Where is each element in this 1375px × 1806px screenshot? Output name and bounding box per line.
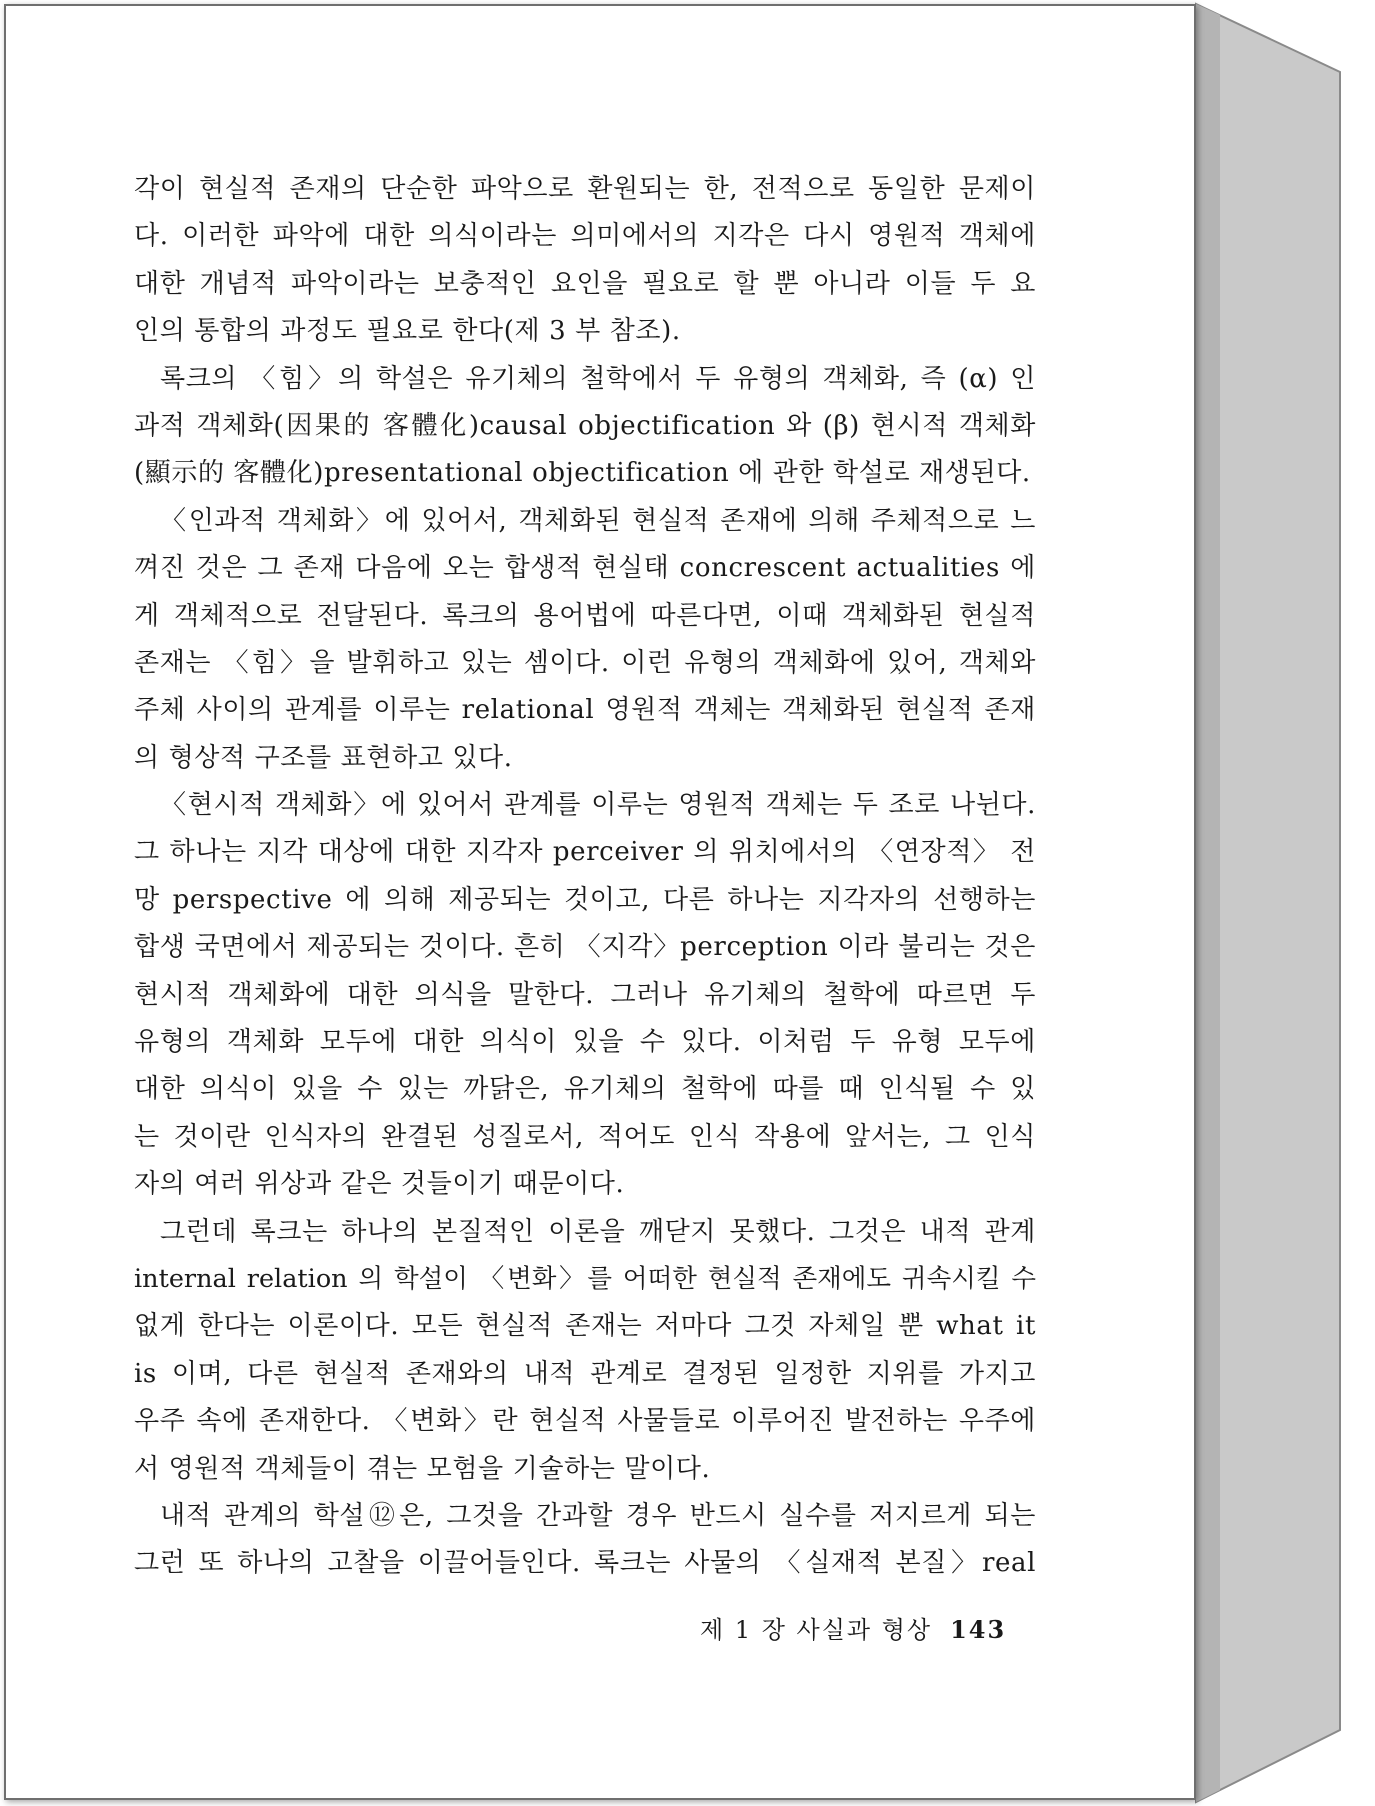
text-line: 합생 국면에서 제공되는 것이다. 흔히 〈지각〉perception 이라 불리는 것은 [134,932,1036,963]
text-line: 대한 의식이 있을 수 있는 까닭은, 유기체의 철학에 따를 때 인식될 수 있 [134,1074,1036,1105]
text-line: 존재는 〈힘〉을 발휘하고 있는 셈이다. 이런 유형의 객체화에 있어, 객체와 [134,647,1036,678]
text-line: 과적 객체화(因果的 客體化)causal objectification 와 (β) 현시적 객체화 [134,410,1036,441]
text-line: 그런 또 하나의 고찰을 이끌어들인다. 록크는 사물의 〈실재적 본질〉real [134,1548,1036,1579]
text-line: 서 영원적 객체들이 겪는 모험을 기술하는 말이다. [134,1453,711,1484]
text-line: (顯示的 客體化)presentational objectification 에 관한 학설로 재생된다. [134,458,1031,489]
text-line: 내적 관계의 학설⑫은, 그것을 간과할 경우 반드시 실수를 저지르게 되는 [160,1500,1036,1531]
running-chapter-title: 제 1 장 사실과 형상 [700,1616,933,1644]
text-line: 게 객체적으로 전달된다. 록크의 용어법에 따른다면, 이때 객체화된 현실적 [134,600,1036,631]
text-line: 주체 사이의 관계를 이루는 relational 영원적 객체는 객체화된 현실적 존재 [134,695,1036,726]
text-line: 껴진 것은 그 존재 다음에 오는 합생적 현실태 concrescent actualities 에 [134,553,1036,584]
text-line: 망 perspective 에 의해 제공되는 것이고, 다른 하나는 지각자의 선행하는 [134,884,1036,915]
text-line: 다. 이러한 파악에 대한 의식이라는 의미에서의 지각은 다시 영원적 객체에 [134,221,1036,252]
page-number: 143 [950,1615,1007,1644]
text-line: 그 하나는 지각 대상에 대한 지각자 perceiver 의 위치에서의 〈연장적〉 전 [134,837,1036,868]
text-line: 인의 통합의 과정도 필요로 한다(제 3 부 참조). [134,316,681,347]
text-line: 그런데 록크는 하나의 본질적인 이론을 깨닫지 못했다. 그것은 내적 관계 [160,1216,1036,1247]
body-text [134,166,1036,1588]
text-line: 자의 여러 위상과 같은 것들이기 때문이다. [134,1169,625,1200]
text-line: is 이며, 다른 현실적 존재와의 내적 관계로 결정된 일정한 지위를 가지고 [134,1358,1036,1389]
text-line: 〈현시적 객체화〉에 있어서 관계를 이루는 영원적 객체는 두 조로 나뉜다. [160,790,1036,821]
text-line: 〈인과적 객체화〉에 있어서, 객체화된 현실적 존재에 의해 주체적으로 느 [160,505,1036,536]
text-line: 는 것이란 인식자의 완결된 성질로서, 적어도 인식 작용에 앞서는, 그 인식 [134,1121,1036,1152]
text-line: 의 형상적 구조를 표현하고 있다. [134,742,513,773]
book-edge-shade [1196,4,1220,1802]
text-line: 현시적 객체화에 대한 의식을 말한다. 그러나 유기체의 철학에 따르면 두 [134,979,1036,1010]
text-line: 없게 한다는 이론이다. 모든 현실적 존재는 저마다 그것 자체일 뿐 what it [134,1311,1036,1342]
page-footer [700,1610,1006,1645]
text-line: 유형의 객체화 모두에 대한 의식이 있을 수 있다. 이처럼 두 유형 모두에 [134,1027,1036,1058]
text-line: 우주 속에 존재한다. 〈변화〉란 현실적 사물들로 이루어진 발전하는 우주에 [134,1406,1036,1437]
text-line: 대한 개념적 파악이라는 보충적인 요인을 필요로 할 뿐 아니라 이들 두 요 [134,268,1036,299]
text-line: 록크의 〈힘〉의 학설은 유기체의 철학에서 두 유형의 객체화, 즉 (α) 인 [160,363,1036,394]
text-line: internal relation 의 학설이 〈변화〉를 어떠한 현실적 존재에도 귀속시킬 수 [134,1263,1036,1294]
text-line: 각이 현실적 존재의 단순한 파악으로 환원되는 한, 전적으로 동일한 문제이 [134,174,1036,204]
